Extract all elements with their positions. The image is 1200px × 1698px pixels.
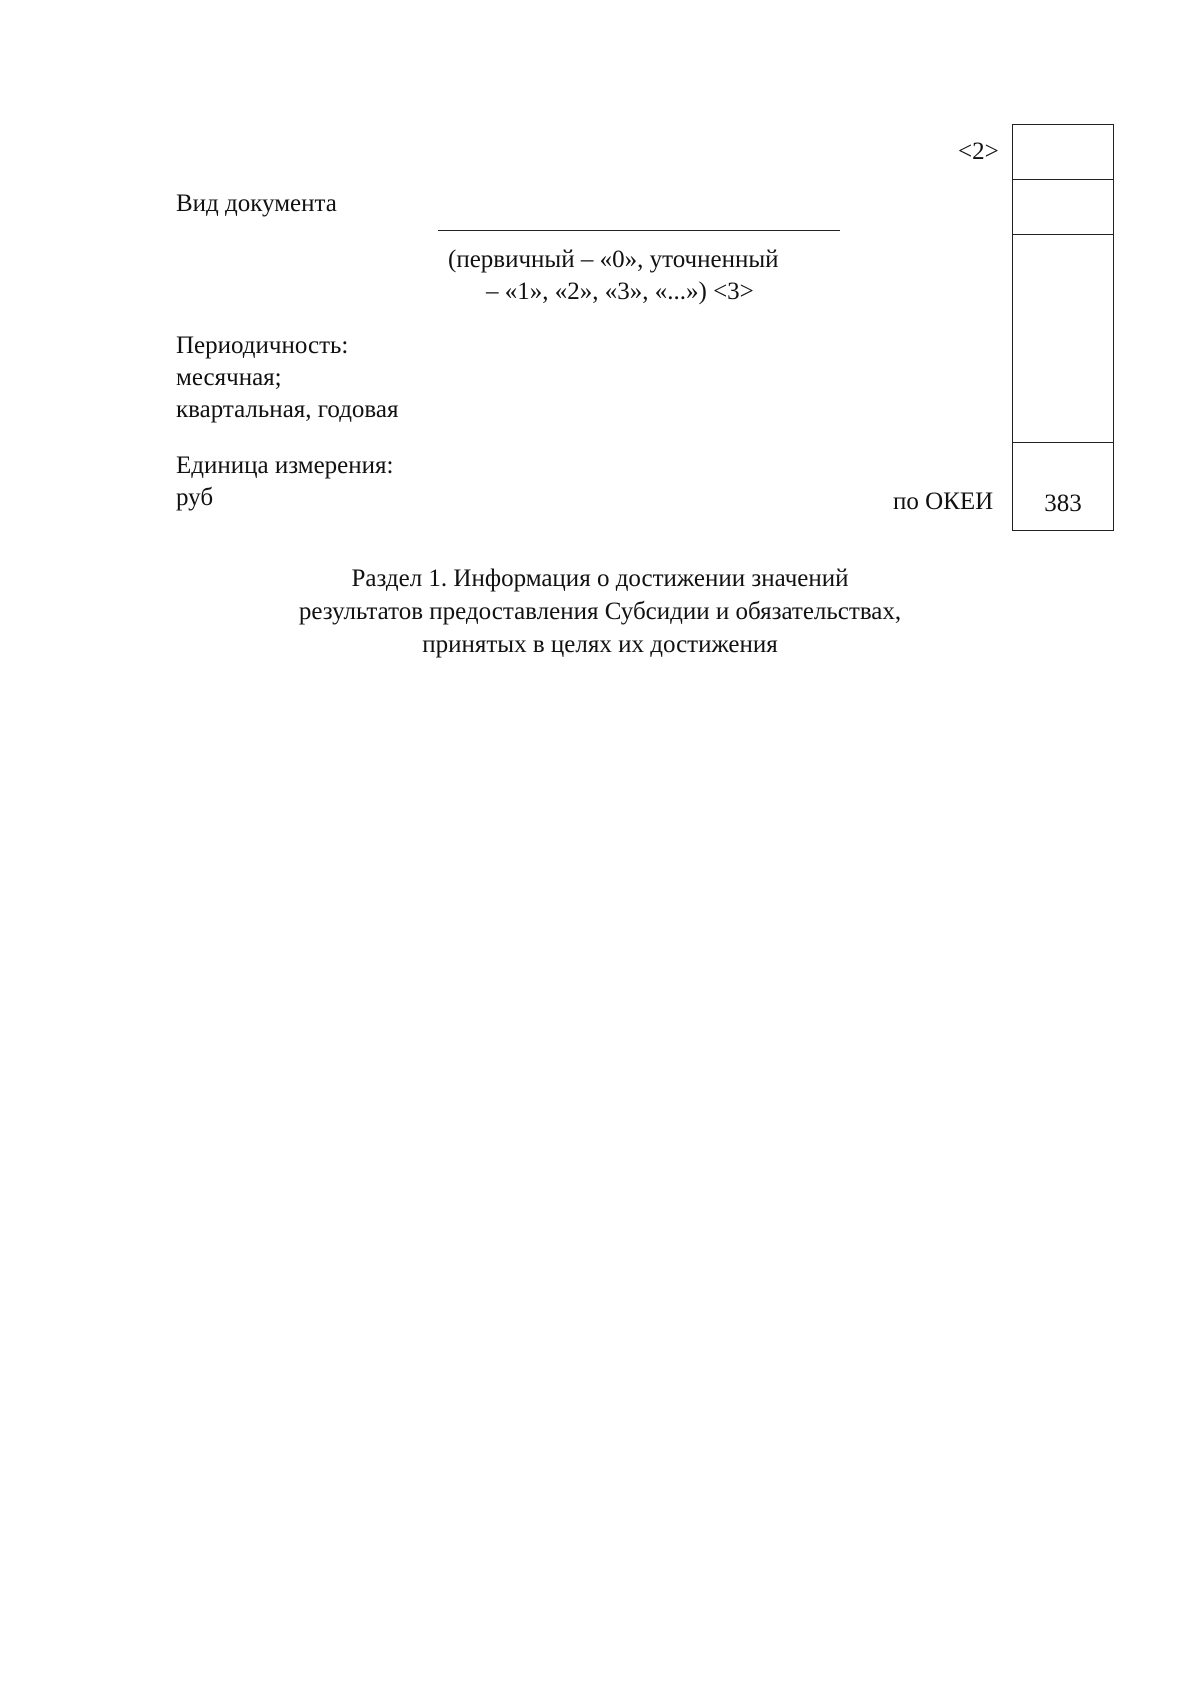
periodicity-option-quarterly-annual: квартальная, годовая	[176, 396, 399, 423]
code-cell-periodicity	[1013, 235, 1113, 443]
section-title-line2: результатов предоставления Субсидии и обязательствах,	[298, 598, 902, 625]
doc-type-label: Вид документа	[176, 190, 337, 217]
section-title-line1: Раздел 1. Информация о достижении значений	[351, 565, 849, 592]
code-cell-form	[1013, 125, 1113, 180]
okei-code: 383	[1044, 490, 1082, 517]
unit-value: руб	[176, 484, 214, 511]
periodicity-label: Периодичность:	[176, 332, 349, 359]
unit-label: Единица измерения:	[176, 452, 394, 479]
doc-type-underline	[438, 230, 840, 231]
okei-label: по ОКЕИ	[893, 488, 994, 515]
section-title-line3: принятых в целях их достижения	[422, 631, 778, 658]
footnote-marker-2: <2>	[958, 138, 999, 165]
doc-type-hint-line1: (первичный – «0», уточненный	[448, 246, 779, 273]
code-cell-doc-type	[1013, 180, 1113, 235]
code-box-column	[1012, 124, 1114, 531]
doc-type-hint-line2: – «1», «2», «3», «...») <3>	[486, 278, 754, 305]
periodicity-option-monthly: месячная;	[176, 364, 282, 391]
